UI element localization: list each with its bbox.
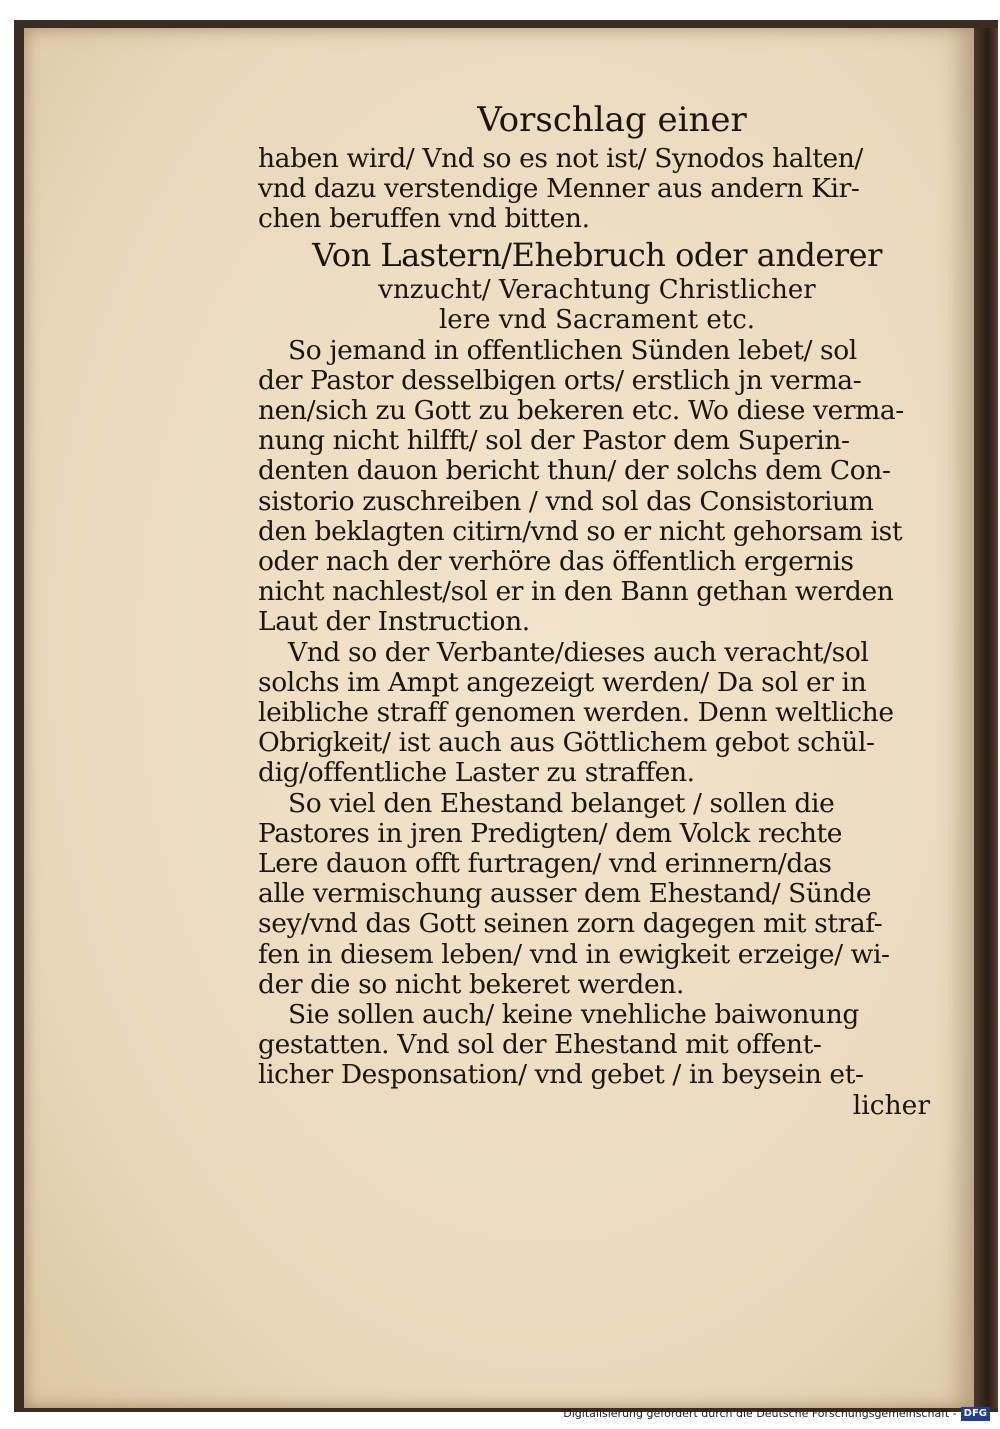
paragraph-1 xyxy=(258,336,936,638)
footer-credit: Digitalisierung gefördert durch die Deutsche Forschungsgemeinschaft - xyxy=(563,1407,957,1420)
dfg-logo: DFG xyxy=(961,1407,990,1421)
text-line: den beklagten citirn/vnd so er nicht gehorsam ist xyxy=(258,515,903,547)
text-line: So viel den Ehestand belanget / sollen die xyxy=(288,787,835,819)
text-line: sistorio zuschreiben / vnd sol das Consistorium xyxy=(258,485,874,517)
section-heading: Von Lastern/Ehebruch oder anderer xyxy=(312,235,882,274)
lines-top xyxy=(258,144,936,235)
text-line: der Pastor desselbigen orts/ erstlich jn verma- xyxy=(258,364,862,396)
catchword: licher xyxy=(852,1089,930,1121)
text-line: Obrigkeit/ ist auch aus Göttlichem gebot schül- xyxy=(258,727,875,759)
page-binding-edge xyxy=(974,28,998,1408)
text-line: solchs im Ampt angezeigt werden/ Da sol er in xyxy=(258,666,867,698)
text-line: chen beruffen vnd bitten. xyxy=(258,203,590,235)
text-line: nicht nachlest/sol er in den Bann gethan werden xyxy=(258,576,894,608)
text-line: alle vermischung ausser dem Ehestand/ Sünde xyxy=(258,878,872,910)
text-line: Vnd so der Verbante/dieses auch veracht/sol xyxy=(288,636,869,668)
paragraph-2 xyxy=(258,638,936,789)
digitization-footer xyxy=(563,1405,990,1423)
text-line: Laut der Instruction. xyxy=(258,606,530,638)
paragraph-4 xyxy=(258,1000,936,1091)
text-line: Lere dauon offt furtragen/ vnd erinnern/das xyxy=(258,848,832,880)
text-line: denten dauon bericht thun/ der solchs dem Con- xyxy=(258,455,891,487)
text-line: sey/vnd das Gott seinen zorn dagegen mit straf- xyxy=(258,908,883,940)
paragraph-3 xyxy=(258,789,936,1000)
running-head: Vorschlag einer xyxy=(477,100,747,140)
text-line: gestatten. Vnd sol der Ehestand mit offent- xyxy=(258,1029,822,1061)
text-line: Sie sollen auch/ keine vnehliche baiwonung xyxy=(288,999,859,1031)
text-line: Pastores in jren Predigten/ dem Volck rechte xyxy=(258,817,843,849)
text-line: haben wird/ Vnd so es not ist/ Synodos halten/ xyxy=(258,143,863,174)
text-line: nen/sich zu Gott zu bekeren etc. Wo diese verma- xyxy=(258,395,904,427)
text-line: nung nicht hilfft/ sol der Pastor dem Superin- xyxy=(258,425,850,457)
text-line: der die so nicht bekeret werden. xyxy=(258,968,684,1000)
text-line: oder nach der verhöre das öffentlich ergernis xyxy=(258,546,854,578)
text-line: fen in diesem leben/ vnd in ewigkeit erzeige/ wi- xyxy=(258,938,890,970)
text-line: licher Desponsation/ vnd gebet / in beysein et- xyxy=(258,1059,864,1091)
section-subheading: lere vnd Sacrament etc. xyxy=(438,305,756,336)
text-line: dig/offentliche Laster zu straffen. xyxy=(258,757,695,789)
text-block xyxy=(258,96,936,1121)
text-line: leibliche straff genomen werden. Denn weltliche xyxy=(258,697,894,729)
text-line: vnd dazu verstendige Menner aus andern Kir- xyxy=(258,173,860,205)
text-line: So jemand in offentlichen Sünden lebet/ sol xyxy=(288,334,857,366)
section-subheading: vnzucht/ Verachtung Christlicher xyxy=(378,274,816,305)
